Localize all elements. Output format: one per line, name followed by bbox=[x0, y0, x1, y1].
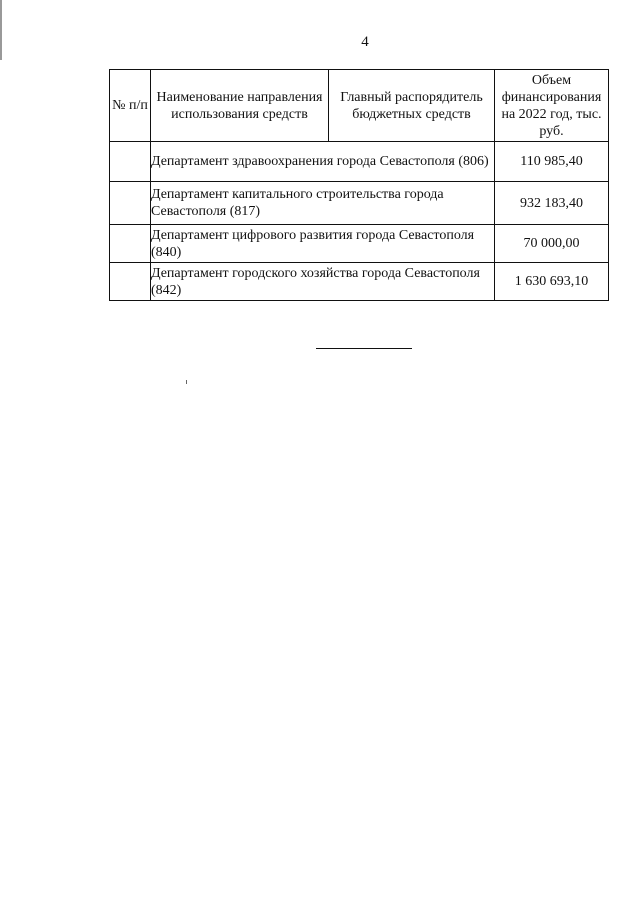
table-row bbox=[110, 263, 609, 301]
row-name: Департамент здравоохранения города Севастополя (806) bbox=[151, 142, 495, 182]
scan-speck bbox=[186, 380, 187, 384]
header-direction: Наименование направления использования средств bbox=[151, 70, 329, 142]
row-amount: 932 183,40 bbox=[495, 182, 609, 225]
row-amount: 110 985,40 bbox=[495, 142, 609, 182]
row-num bbox=[110, 225, 151, 263]
table-row bbox=[110, 225, 609, 263]
table-row bbox=[110, 182, 609, 225]
header-amount: Объем финансирования на 2022 год, тыс. руб. bbox=[495, 70, 609, 142]
scan-edge-mark bbox=[0, 0, 2, 60]
row-num bbox=[110, 142, 151, 182]
row-name: Департамент городского хозяйства города Севастополя (842) bbox=[151, 263, 495, 301]
row-num bbox=[110, 263, 151, 301]
funding-table bbox=[109, 69, 609, 301]
row-amount: 1 630 693,10 bbox=[495, 263, 609, 301]
row-amount: 70 000,00 bbox=[495, 225, 609, 263]
end-separator-line bbox=[316, 348, 412, 349]
table-header-row bbox=[110, 70, 609, 142]
row-name: Департамент цифрового развития города Севастополя (840) bbox=[151, 225, 495, 263]
page-number: 4 bbox=[361, 34, 369, 50]
header-num: № п/п bbox=[110, 70, 151, 142]
header-manager: Главный распорядитель бюджетных средств bbox=[329, 70, 495, 142]
row-name: Департамент капитального строительства города Севастополя (817) bbox=[151, 182, 495, 225]
row-num bbox=[110, 182, 151, 225]
table-row bbox=[110, 142, 609, 182]
